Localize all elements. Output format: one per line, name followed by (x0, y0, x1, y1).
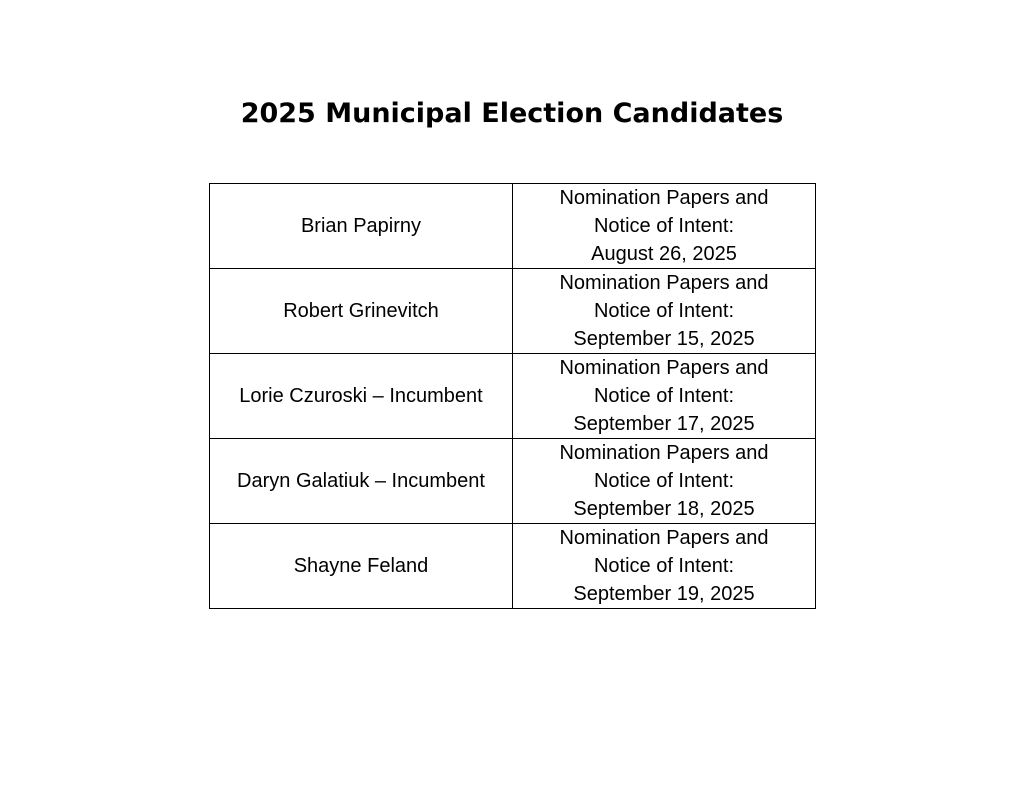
filing-label-line1: Nomination Papers and (559, 442, 769, 464)
candidate-name: Robert Grinevitch (210, 269, 513, 354)
filing-label-line2: Notice of Intent: (593, 385, 735, 407)
table-row (210, 184, 816, 269)
filing-detail (513, 524, 816, 609)
candidate-name: Lorie Czuroski – Incumbent (210, 354, 513, 439)
filing-detail (513, 184, 816, 269)
filing-label-line1: Nomination Papers and (559, 187, 769, 209)
filing-label-line2: Notice of Intent: (593, 215, 735, 237)
filing-label-line1: Nomination Papers and (559, 357, 769, 379)
candidate-name: Shayne Feland (210, 524, 513, 609)
filing-date: September 17, 2025 (573, 413, 755, 435)
candidates-table (209, 183, 816, 609)
filing-date: August 26, 2025 (591, 243, 737, 265)
filing-detail (513, 439, 816, 524)
filing-label-line1: Nomination Papers and (559, 272, 769, 294)
filing-label-line2: Notice of Intent: (593, 555, 735, 577)
filing-detail (513, 269, 816, 354)
filing-date: September 19, 2025 (573, 583, 755, 605)
candidate-name: Brian Papirny (210, 184, 513, 269)
filing-date: September 18, 2025 (573, 498, 755, 520)
filing-date: September 15, 2025 (573, 328, 755, 350)
table-row (210, 269, 816, 354)
filing-label-line2: Notice of Intent: (593, 470, 735, 492)
table-row (210, 354, 816, 439)
filing-label-line1: Nomination Papers and (559, 527, 769, 549)
filing-label-line2: Notice of Intent: (593, 300, 735, 322)
candidate-name: Daryn Galatiuk – Incumbent (210, 439, 513, 524)
table-row (210, 524, 816, 609)
page-title: 2025 Municipal Election Candidates (240, 98, 784, 129)
filing-detail (513, 354, 816, 439)
table-row (210, 439, 816, 524)
